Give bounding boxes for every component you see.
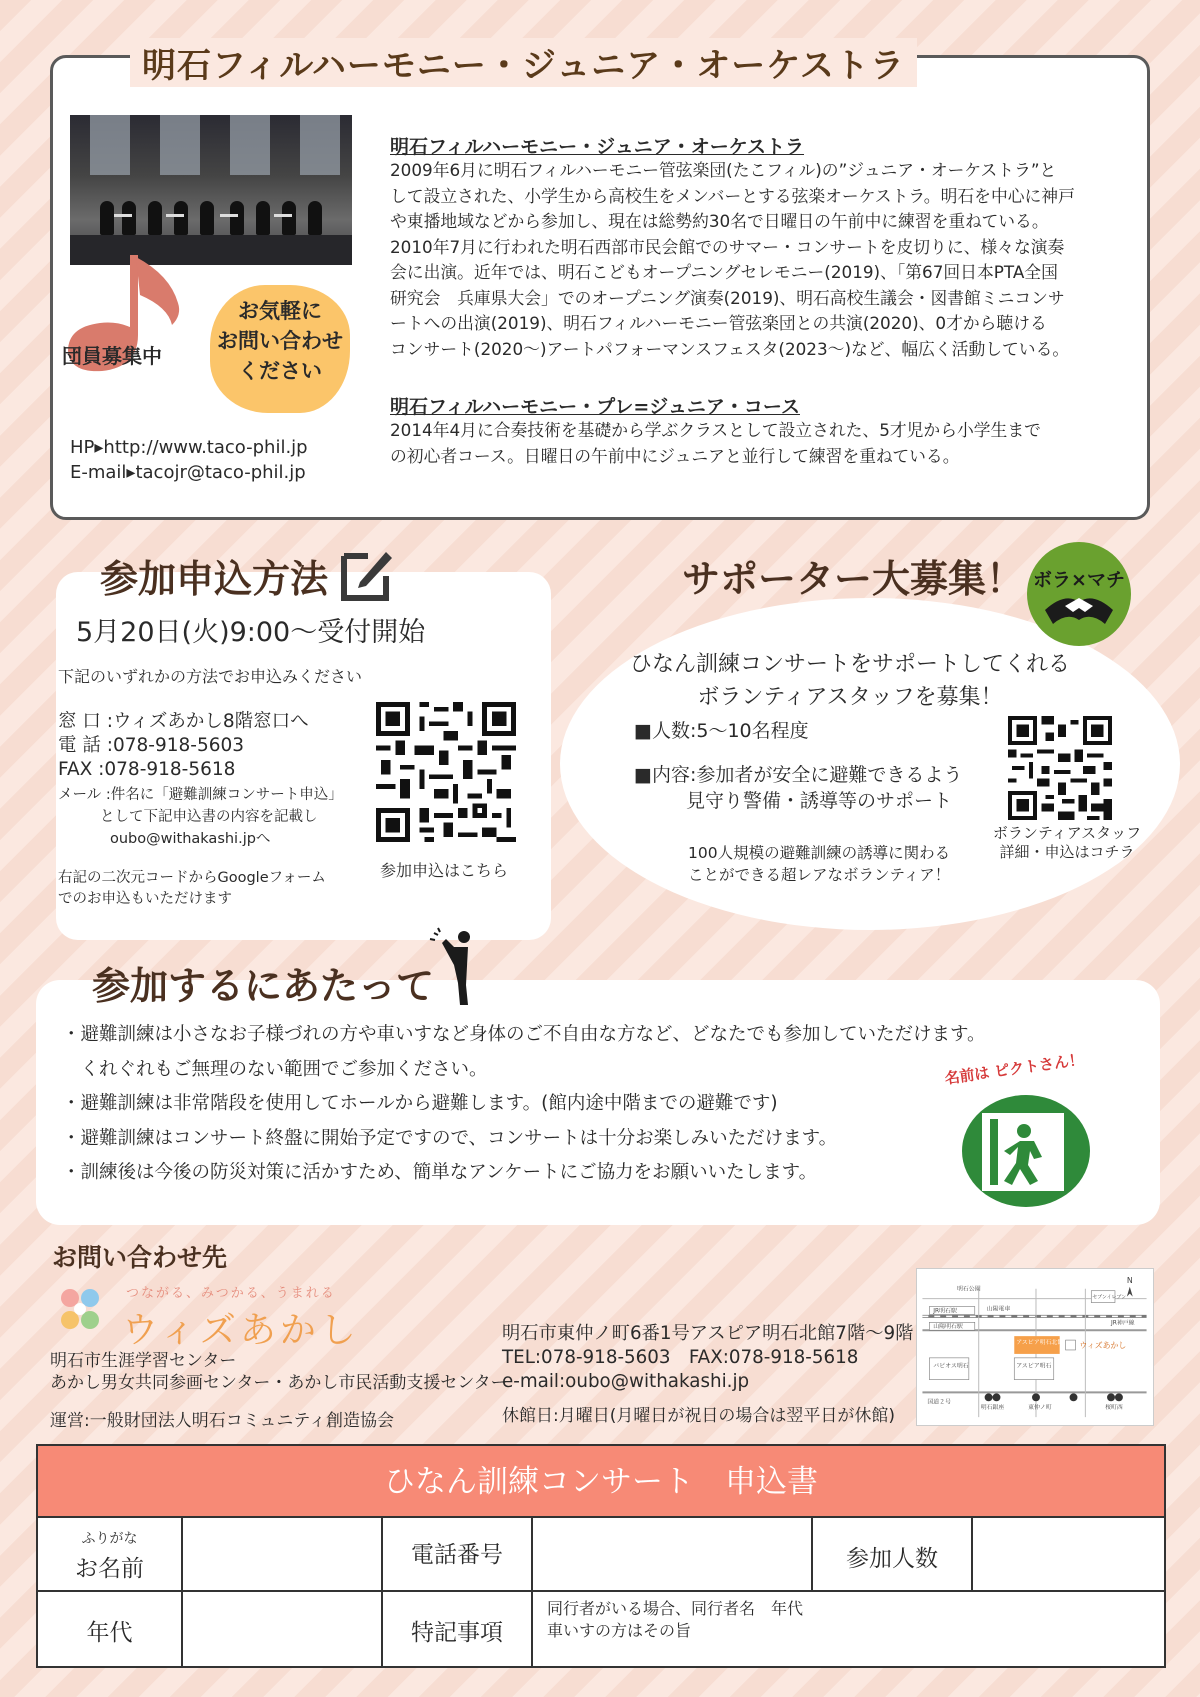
pre-junior-description: 2014年4月に合奏技術を基礎から学ぶクラスとして設立された、5才児から小学生まで の初心者コース。日曜日の午前中にジュニアと並行して練習を重ねている。 bbox=[390, 420, 1041, 466]
name-label: お名前 bbox=[75, 1556, 144, 1582]
cheering-person-icon bbox=[420, 925, 480, 1005]
contact-email-link[interactable]: e-mail:oubo@withakashi.jp bbox=[502, 1371, 750, 1392]
apply-intro: 下記のいずれかの方法でお申込みください bbox=[58, 667, 363, 686]
phone-label: 電話番号 bbox=[411, 1542, 503, 1568]
application-form bbox=[36, 1444, 1166, 1668]
contact-bubble-text: お気軽に お問い合わせ ください bbox=[217, 299, 343, 383]
volunteer-handshake-logo bbox=[1025, 540, 1133, 648]
supporter-title: サポーター大募集！ bbox=[682, 557, 1025, 601]
supporter-count: ■人数:5～10名程度 bbox=[634, 720, 809, 742]
svg-text:セブンイレブン: セブンイレブン bbox=[1092, 1294, 1127, 1301]
name-label-cell bbox=[38, 1518, 183, 1592]
svg-text:東仲ノ町: 東仲ノ町 bbox=[1028, 1405, 1052, 1412]
age-label-cell bbox=[38, 1592, 183, 1666]
homepage-link[interactable]: HP▸http://www.taco-phil.jp bbox=[70, 437, 308, 458]
orchestra-title: 明石フィルハーモニー・ジュニア・オーケストラ bbox=[130, 38, 917, 87]
list-item: ・避難訓練はコンサート終盤に開始予定ですので、コンサートは十分お楽しみいただけます。 bbox=[62, 1127, 838, 1149]
svg-text:JR明石駅: JR明石駅 bbox=[933, 1308, 957, 1315]
list-item: くれぐれもご無理のない範囲でご参加ください。 bbox=[62, 1058, 488, 1080]
age-label: 年代 bbox=[86, 1620, 133, 1646]
apply-qr-code[interactable] bbox=[376, 702, 516, 842]
supporter-rare-note: 100人規模の避難訓練の誘導に関わる ことができる超レアなボランティア！ bbox=[688, 844, 951, 884]
junior-description: 2009年6月に明石フィルハーモニー管弦楽団(たこフィル)の”ジュニア・オーケストラ”と して設立された、小学生から高校生をメンバーとする弦楽オーケストラ。明石を中心に神戸 や東播地域などから参加し、現在は総勢約30名で日曜日の午前中に練習を重ねている。 2010年7月に行われた明石西部市民会館でのサマー・コンサートを皮切りに、様々な演奏 会に出演。近年では、明石こどもオープニングセレモニー(2019)、「第67回日本PTA全国 研究会 兵庫県大会」でのオープニング演奏(2019)、明石高校生議会・図書館ミニコンサ ートへの出演(2019)、明石フィルハーモニー管弦楽団との共演(2020)、0才から聴ける コンサート(2020～)アートパフォーマンスフェスタ(2023～)など、幅広く活動している。 bbox=[390, 160, 1075, 359]
svg-text:N: N bbox=[1126, 1275, 1133, 1285]
remarks-label-cell bbox=[383, 1592, 533, 1666]
contact-address: 明石市東仲ノ町6番1号アスピア明石北館7階～9階 TEL:078-918-5603 FAX:078-918-5618 e-mail:oubo@withakashi.jp bbox=[502, 1323, 914, 1392]
phone-field[interactable] bbox=[533, 1518, 813, 1592]
svg-text:アスピア明石北館: アスピア明石北館 bbox=[1016, 1340, 1064, 1347]
supporter-lead: ひなん訓練コンサートをサポートしてくれる ボランティアスタッフを募集！ bbox=[630, 652, 1071, 710]
contact-organizations: 明石市生涯学習センター あかし男女共同参画センター・あかし市民活動支援センター bbox=[50, 1351, 508, 1393]
orchestra-photo bbox=[70, 115, 352, 265]
svg-text:JR神戸線: JR神戸線 bbox=[1111, 1320, 1135, 1327]
supporter-content: ■内容:参加者が安全に避難できるよう 見守り警備・誘導等のサポート bbox=[634, 764, 963, 812]
list-item: ・避難訓練は非常階段を使用してホールから避難します。(館内途中階までの避難です) bbox=[62, 1093, 778, 1114]
apply-google-note: 右記の二次元コードからGoogleフォーム でのお申込もいただけます bbox=[58, 870, 326, 907]
brand-name: ウィズあかし bbox=[122, 1310, 360, 1351]
with-akashi-logo-icon bbox=[52, 1282, 108, 1338]
apply-start-date: 5月20日(火)9:00～受付開始 bbox=[76, 617, 426, 648]
apply-fax: FAX :078-918-5618 bbox=[58, 759, 236, 780]
apply-mail: メール :件名に「避難訓練コンサート申込」 として下記申込書の内容を記載し oubo@withakashi.jpへ bbox=[58, 784, 343, 850]
svg-text:ウィズあかし: ウィズあかし bbox=[1079, 1340, 1127, 1350]
list-item: ・避難訓練は小さなお子様づれの方や車いすなど身体のご不自由な方など、どなたでも参加していただけます。 bbox=[62, 1024, 986, 1045]
apply-title: 参加申込方法 bbox=[100, 557, 329, 601]
contact-operator: 運営:一般財団法人明石コミュニティ創造協会 bbox=[50, 1411, 395, 1431]
list-item: ・訓練後は今後の防災対策に活かすため、簡単なアンケートにご協力をお願いいたします。 bbox=[62, 1162, 818, 1183]
access-map bbox=[916, 1268, 1154, 1426]
volunteer-qr-code[interactable] bbox=[1008, 716, 1112, 820]
remarks-label: 特記事項 bbox=[411, 1620, 503, 1646]
remarks-hint: 同行者がいる場合、同行者名 年代 車いすの方はその旨 bbox=[547, 1599, 804, 1640]
emergency-exit-pictogram-icon bbox=[962, 1095, 1090, 1207]
apply-window: 窓 口 :ウィズあかし8階窓口へ bbox=[58, 711, 309, 732]
count-field[interactable] bbox=[973, 1518, 1164, 1592]
contact-heading: お問い合わせ先 bbox=[52, 1243, 228, 1272]
apply-email-link[interactable]: oubo@withakashi.jpへ bbox=[110, 831, 271, 847]
apply-methods bbox=[58, 710, 309, 782]
orchestra-links bbox=[70, 435, 308, 485]
recruit-label: 団員募集中 bbox=[62, 344, 162, 368]
age-field[interactable] bbox=[183, 1592, 383, 1666]
remarks-field[interactable] bbox=[533, 1592, 1164, 1666]
volunteer-qr-caption: ボランティアスタッフ 詳細・申込はコチラ bbox=[992, 824, 1142, 861]
count-label: 参加人数 bbox=[846, 1546, 938, 1572]
svg-text:明石銀座: 明石銀座 bbox=[980, 1405, 1005, 1412]
contact-closed-days: 休館日:月曜日(月曜日が祝日の場合は翌平日が休館) bbox=[502, 1406, 895, 1426]
svg-text:ボラ×マチ: ボラ×マチ bbox=[1033, 569, 1125, 591]
pictogram-caption: 名前は ピクトさん！ bbox=[943, 1050, 1085, 1088]
furigana-label: ふりがな bbox=[81, 1531, 138, 1547]
notes-list bbox=[62, 1018, 1042, 1191]
svg-text:山陽電車: 山陽電車 bbox=[986, 1306, 1011, 1313]
notes-title: 参加するにあたって bbox=[92, 964, 435, 1008]
email-link[interactable]: E-mail▸tacojr@taco-phil.jp bbox=[70, 462, 306, 483]
apply-phone: 電 話 :078-918-5603 bbox=[58, 735, 245, 756]
svg-text:アスピア明石: アスピア明石 bbox=[1016, 1363, 1052, 1370]
name-field[interactable] bbox=[183, 1518, 383, 1592]
brand-tagline: つながる、みつかる、うまれる bbox=[126, 1286, 336, 1301]
svg-text:桜町西: 桜町西 bbox=[1105, 1405, 1123, 1412]
svg-text:明石公園: 明石公園 bbox=[957, 1286, 981, 1293]
count-label-cell bbox=[813, 1518, 973, 1592]
junior-heading: 明石フィルハーモニー・ジュニア・オーケストラ bbox=[390, 136, 805, 158]
form-title: ひなん訓練コンサート 申込書 bbox=[38, 1446, 1164, 1518]
edit-icon bbox=[338, 546, 396, 604]
pre-junior-heading: 明石フィルハーモニー・プレ=ジュニア・コース bbox=[390, 396, 800, 418]
svg-text:山陽明石駅: 山陽明石駅 bbox=[933, 1324, 963, 1331]
svg-text:国道２号: 国道２号 bbox=[927, 1399, 952, 1406]
phone-label-cell bbox=[383, 1518, 533, 1592]
svg-text:パピオス明石: パピオス明石 bbox=[933, 1363, 969, 1370]
apply-qr-caption: 参加申込はこちら bbox=[380, 861, 509, 880]
